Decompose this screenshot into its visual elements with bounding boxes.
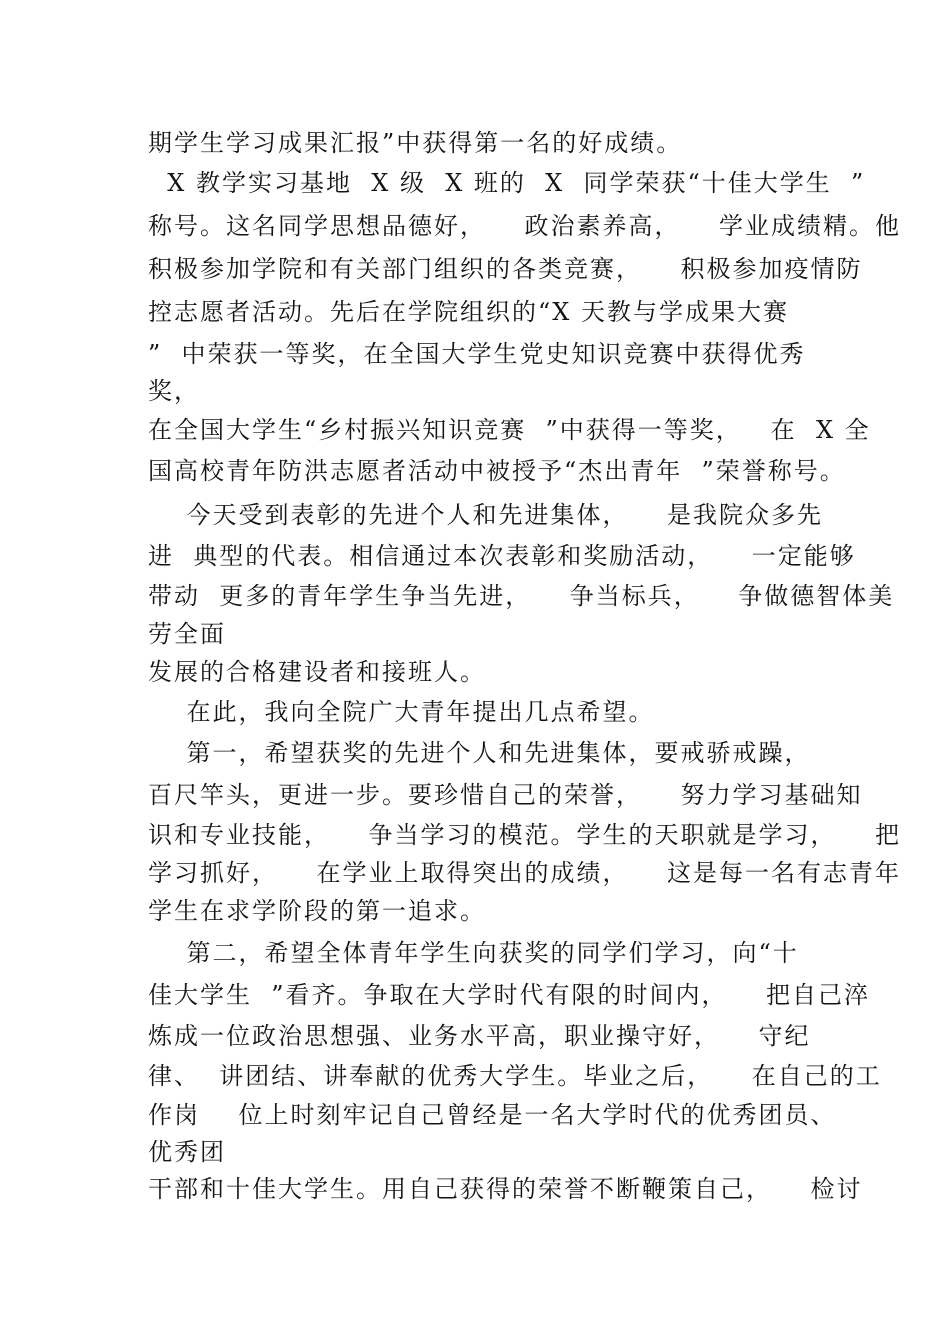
text-line: 学生在求学阶段的第一追求。: [148, 897, 486, 925]
text-line: 在全国大学生“乡村振兴知识竞赛 ”中获得一等奖， 在 X 全: [148, 416, 871, 444]
text-line: 国高校青年防洪志愿者活动中被授予“杰出青年 ”荣誉称号。: [148, 457, 846, 485]
text-line: 控志愿者活动。先后在学院组织的“X 天教与学成果大赛: [148, 298, 789, 326]
text-line: 百尺竿头，更进一步。要珍惜自己的荣誉， 努力学习基础知: [148, 781, 863, 809]
text-line: 佳大学生 ”看齐。争取在大学时代有限的时间内， 把自己淬: [148, 981, 871, 1009]
text-line: 发展的合格建设者和接班人。: [148, 658, 486, 686]
text-line: 第二，希望全体青年学生向获奖的同学们学习，向“十: [148, 939, 799, 967]
text-line: 优秀团: [148, 1138, 226, 1166]
text-line: 期学生学习成果汇报”中获得第一名的好成绩。: [148, 129, 683, 157]
text-line: 在此，我向全院广大青年提出几点希望。: [148, 698, 655, 726]
text-line: 劳全面: [148, 620, 226, 648]
text-line: 带动 更多的青年学生争当先进， 争当标兵， 争做德智体美: [148, 582, 895, 610]
text-line: 律、 讲团结、讲奉献的优秀大学生。毕业之后， 在自己的工: [148, 1062, 882, 1090]
text-line: 进 典型的代表。相信通过本次表彰和奖励活动， 一定能够: [148, 542, 856, 570]
text-line: 今天受到表彰的先进个人和先进集体， 是我院众多先: [148, 501, 824, 529]
text-line: 学习抓好， 在学业上取得突出的成绩， 这是每一名有志青年: [148, 859, 902, 887]
text-line: 称号。这名同学思想品德好， 政治素养高， 学业成绩精。他: [148, 212, 902, 240]
text-line: 第一，希望获奖的先进个人和先进集体，要戒骄戒躁，: [148, 739, 811, 767]
text-line: X 教学实习基地 X 级 X 班的 X 同学荣获“十佳大学生 ”: [148, 169, 866, 197]
text-line: 作岗 位上时刻牢记自己曾经是一名大学时代的优秀团员、: [148, 1101, 837, 1129]
text-line: 积极参加学院和有关部门组织的各类竞赛， 积极参加疫情防: [148, 255, 863, 283]
text-line: ” 中荣获一等奖，在全国大学生党史知识竞赛中获得优秀: [148, 340, 806, 368]
text-line: 识和专业技能， 争当学习的模范。学生的天职就是学习， 把: [148, 821, 902, 849]
text-line: 奖，: [148, 377, 200, 405]
text-line: 炼成一位政治思想强、业务水平高，职业操守好， 守纪: [148, 1022, 811, 1050]
text-line: 干部和十佳大学生。用自己获得的荣誉不断鞭策自己， 检讨: [148, 1175, 863, 1203]
